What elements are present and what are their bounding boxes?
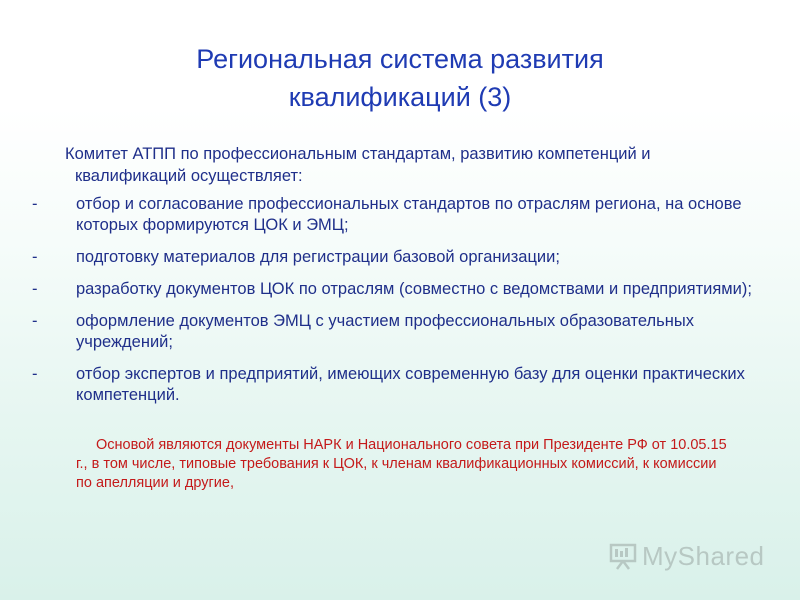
- bullet-item: [32, 364, 762, 406]
- watermark-text: MyShared: [642, 540, 765, 571]
- slide-title-line-2: квалификаций (3): [288, 82, 512, 112]
- intro-paragraph: Комитет АТПП по профессиональным стандартам, развитию компетенций и квалификаций осуществляет:: [65, 145, 651, 185]
- bullet-dash: -: [32, 280, 38, 298]
- bullet-item: [32, 194, 762, 236]
- bullet-dash: -: [32, 195, 38, 213]
- bullet-text: отбор экспертов и предприятий, имеющих современную базу для оценки практических компетенций.: [76, 365, 745, 404]
- note-text: Основой являются документы НАРК и Национального совета при Президенте РФ от 10.05.15 г., в том числе, типовые требования к ЦОК, к членам квалификационных комиссий, к комиссии по апелляции и другие,: [76, 437, 727, 491]
- bullet-text: подготовку материалов для регистрации базовой организации;: [76, 248, 560, 266]
- bullet-list: [32, 194, 762, 417]
- bullet-item: [32, 247, 762, 268]
- slide-title-line-1: Региональная система развития: [196, 44, 604, 74]
- bullet-text: оформление документов ЭМЦ с участием профессиональных образовательных учреждений;: [76, 312, 694, 351]
- note-paragraph: [76, 436, 736, 493]
- bullet-dash: -: [32, 365, 38, 383]
- bullet-item: [32, 311, 762, 353]
- bullet-text: отбор и согласование профессиональных стандартов по отраслям региона, на основе которых формируются ЦОК и ЭМЦ;: [76, 195, 742, 234]
- bullet-dash: -: [32, 248, 38, 266]
- bullet-text: разработку документов ЦОК по отраслям (совместно с ведомствами и предприятиями);: [76, 280, 752, 298]
- bullet-item: [32, 279, 762, 300]
- presentation-board-icon: [608, 541, 638, 571]
- watermark-logo: [608, 538, 768, 574]
- bullet-dash: -: [32, 312, 38, 330]
